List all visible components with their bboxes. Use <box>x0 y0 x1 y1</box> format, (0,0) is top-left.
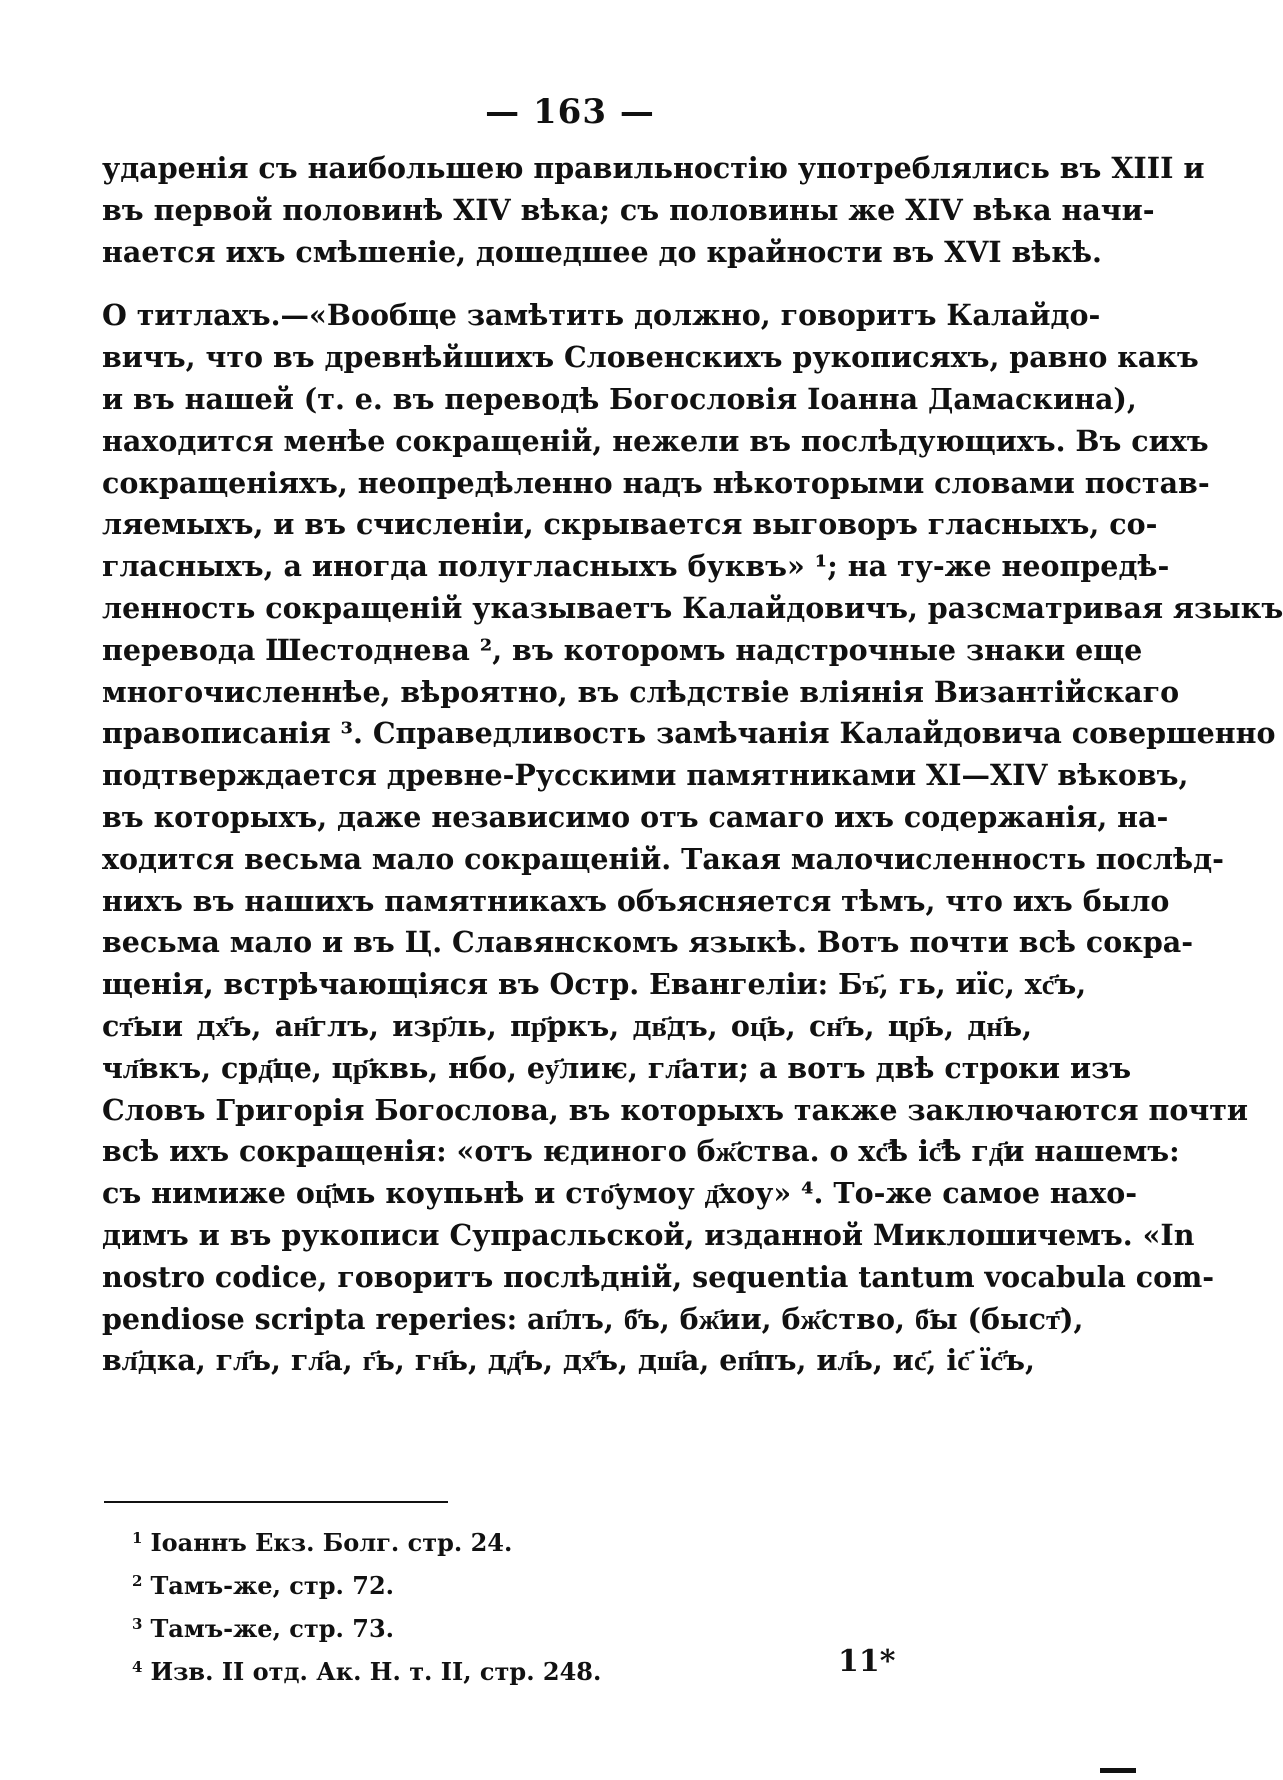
text-line: нается ихъ смѣшеніе, дошедшее до крайности въ XVI вѣкѣ. <box>102 234 1102 269</box>
main-text <box>102 148 1283 1382</box>
text-line: правописанія ³. Справедливость замѣчанія Калайдовича совершенно <box>102 716 1276 751</box>
footnote <box>132 1605 832 1648</box>
text-line: щенія, встрѣчающіяся въ Остр. Евангеліи: Бъ҃, гь, иїс, хс҃ъ, <box>102 967 1087 1002</box>
footnote-divider <box>104 1501 448 1503</box>
footnote-mark: 2 <box>132 1572 143 1590</box>
text-line: nostro codice, говоритъ послѣдній, sequentia tantum vocabula com- <box>102 1259 1215 1294</box>
footnote <box>132 1519 832 1562</box>
footnotes <box>132 1519 832 1691</box>
footnote-text: Изв. II отд. Ак. Н. т. II, стр. 248. <box>150 1657 602 1686</box>
text-line: вл҃дка, гл҃ъ, гл҃а, г҃ь, гн҃ь, дд҃ъ, дх҃ъ, дш҃а, еп҃пъ, ил҃ь, ис҃, іс҃ їс҃ъ, <box>102 1343 1035 1378</box>
text-line: съ нимиже оц҃мь коупьнѣ и сто҃умоу д҃хоу» ⁴. То-же самое нахо- <box>102 1176 1138 1211</box>
text-line: Словъ Григорія Богослова, въ которыхъ также заключаются почти <box>102 1092 1249 1127</box>
scan-edge-mark <box>1100 1768 1136 1773</box>
text-line: вичъ, что въ древнѣйшихъ Словенскихъ рукописяхъ, равно какъ <box>102 340 1199 375</box>
text-line: димъ и въ рукописи Супрасльской, изданной Миклошичемъ. «In <box>102 1217 1195 1252</box>
text-line: перевода Шестоднева ², въ которомъ надстрочные знаки еще <box>102 632 1143 667</box>
text-line: весьма мало и въ Ц. Славянскомъ языкѣ. Вотъ почти всѣ сокра- <box>102 925 1194 960</box>
paragraph-gap <box>102 273 1032 295</box>
signature-mark: 11* <box>838 1644 896 1679</box>
text-line: ленность сокращеній указываетъ Калайдовичъ, разсматривая языкъ <box>102 590 1283 625</box>
page-number: — 163 — <box>485 92 655 132</box>
text-line: въ первой половинѣ XIV вѣка; съ половины же XIV вѣка начи- <box>102 192 1155 227</box>
footnote <box>132 1562 832 1605</box>
text-line: чл҃вкъ, срд҃це, цр҃квь, нбо, еу҃лиѥ, гл҃ати; а вотъ двѣ строки изъ <box>102 1050 1132 1085</box>
footnote-mark: 4 <box>132 1658 143 1676</box>
footnote-mark: 1 <box>132 1529 143 1547</box>
text-line: нихъ въ нашихъ памятникахъ объясняется тѣмъ, что ихъ было <box>102 883 1170 918</box>
text-line: ляемыхъ, и въ счисленіи, скрывается выговоръ гласныхъ, со- <box>102 507 1158 542</box>
text-line: О титлахъ.—«Вообще замѣтить должно, говоритъ Калайдо- <box>102 298 1101 333</box>
text-line: находится менѣе сокращеній, нежели въ послѣдующихъ. Въ сихъ <box>102 423 1209 458</box>
text-line: и въ нашей (т. е. въ переводѣ Богословія Іоанна Дамаскина), <box>102 381 1137 416</box>
text-line: сокращеніяхъ, неопредѣленно надъ нѣкоторыми словами постав- <box>102 465 1210 500</box>
text-line: pendiose scripta reperies: ап҃лъ, б҃ъ, бж҃ии, бж҃ство, б҃ы (быст҃), <box>102 1301 1084 1336</box>
footnote-text: Іоаннъ Екз. Болг. стр. 24. <box>150 1528 513 1557</box>
text-line: ударенія съ наибольшею правильностію употреблялись въ XIII и <box>102 151 1205 185</box>
footnote <box>132 1648 832 1691</box>
footnote-mark: 3 <box>132 1615 143 1633</box>
text-line: въ которыхъ, даже независимо отъ самаго ихъ содержанія, на- <box>102 799 1169 834</box>
text-line: подтверждается древне-Русскими памятниками XI—XIV вѣковъ, <box>102 758 1189 793</box>
text-line: ходится весьма мало сокращеній. Такая малочисленность послѣд- <box>102 841 1224 876</box>
text-line: многочисленнѣе, вѣроятно, въ слѣдствіе вліянія Византійскаго <box>102 674 1180 709</box>
footnote-text: Тамъ-же, стр. 73. <box>150 1614 395 1643</box>
footnote-text: Тамъ-же, стр. 72. <box>150 1571 395 1600</box>
text-line: всѣ ихъ сокращенія: «отъ ѥдиного бж҃ства. о хс҃ѣ іс҃ѣ гд҃и нашемъ: <box>102 1134 1180 1169</box>
text-line: гласныхъ, а иногда полугласныхъ буквъ» ¹; на ту-же неопредѣ- <box>102 549 1170 584</box>
text-line: ст҃ыи дх҃ъ, ан҃глъ, изр҃ль, пр҃ркъ, дв҃дъ, оц҃ь, сн҃ъ, цр҃ь, дн҃ь, <box>102 1008 1032 1043</box>
